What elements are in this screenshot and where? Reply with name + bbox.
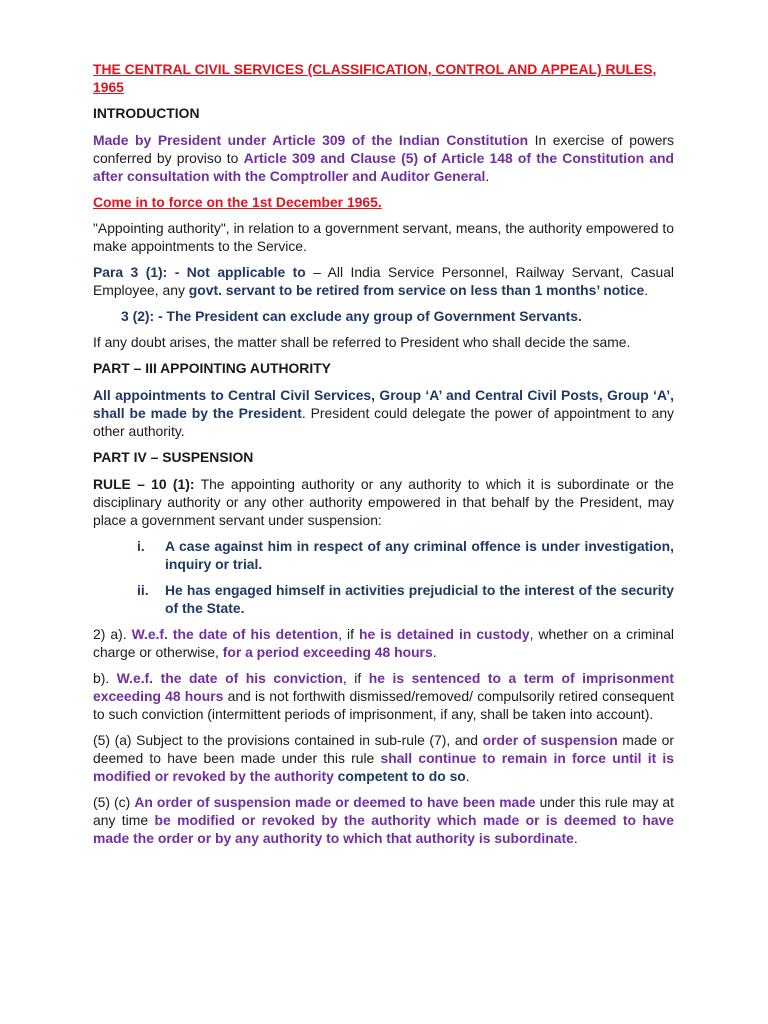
para-5a: (5) (a) Subject to the provisions contained in sub-rule (7), and order of suspension made or deemed to have been made under this rule shall continue to remain in force until it is modified or revoked by the authority competent to do so. — [93, 732, 674, 784]
list-item — [93, 537, 674, 573]
list-item-text: He has engaged himself in activities prejudicial to the interest of the security of the State. — [165, 582, 674, 616]
para-2b: b). W.e.f. the date of his conviction, if he is sentenced to a term of imprisonment exceeding 48 hours and is not forthwith dismissed/removed/ compulsorily retired consequent to such conviction (intermittent periods of imprisonment, if any, shall be taken into account). — [93, 670, 675, 722]
rule10-text: The appointing authority or any authority to which it is subordinate or the disciplinary authority or any other authority empowered in that behalf by the President, may place a government servant under suspension: — [93, 476, 675, 528]
part3-text: . President could delegate the power of appointment to any other authority. — [93, 405, 674, 439]
part4-heading: PART IV – SUSPENSION — [93, 449, 254, 465]
sentence-text: he is sentenced to a term of imprisonment exceeding 48 hours — [93, 670, 674, 704]
order-made-text: An order of suspension made or deemed to have been made — [134, 794, 536, 810]
para3-bold: govt. servant to be retired from service on less than 1 months’ notice — [188, 282, 645, 298]
order-of-suspension-text: order of suspension — [482, 732, 618, 748]
para3-text: – All India Service Personnel, Railway Servant, Casual Employee, any — [93, 264, 675, 298]
para3-paragraph: Para 3 (1): - Not applicable to – All India Service Personnel, Railway Servant, Casual Employee, any govt. servant to be retired from service on less than 1 months’ notice. — [93, 264, 675, 298]
para3-2-text: 3 (2): - The President can exclude any group of Government Servants. — [121, 308, 582, 324]
doubt-paragraph: If any doubt arises, the matter shall be referred to President who shall decide the same. — [93, 334, 631, 350]
introduction-heading: INTRODUCTION — [93, 105, 200, 121]
article-reference: Article 309 and Clause (5) of Article 148 of the Constitution and after consultation with the Comptroller and Auditor General — [93, 150, 674, 184]
intro-text-1: In exercise of powers conferred by proviso to — [93, 132, 674, 166]
come-in-force-paragraph — [93, 193, 674, 211]
rule10-paragraph — [93, 475, 674, 529]
list-item-text: A case against him in respect of any criminal offence is under investigation, inquiry or trial. — [165, 538, 674, 572]
conviction-date-text: W.e.f. the date of his conviction — [116, 670, 343, 686]
continue-in-force-text: shall continue to remain in force until it is modified or revoked by the authority — [93, 750, 674, 784]
appointing-authority-definition: "Appointing authority", in relation to a government servant, means, the authority empowered to make appointments to the Service. — [93, 220, 674, 254]
list-item-number: i. — [137, 538, 145, 554]
suspension-grounds-list — [93, 537, 674, 617]
list-item-number: ii. — [137, 582, 149, 598]
come-in-force-text: Come in to force on the 1st December 1965. — [93, 194, 382, 210]
document-title: THE CENTRAL CIVIL SERVICES (CLASSIFICATION, CONTROL AND APPEAL) RULES, 1965 — [93, 61, 657, 95]
para-5c: (5) (c) An order of suspension made or deemed to have been made under this rule may at any time be modified or revoked by the authority which made or is deemed to have made the order or by any authority to which that authority is subordinate. — [93, 794, 675, 846]
part3-paragraph — [93, 386, 674, 440]
list-item — [93, 581, 674, 617]
detention-date-text: W.e.f. the date of his detention — [131, 626, 339, 642]
modified-revoked-text: be modified or revoked by the authority which made or is deemed to have made the order or by any authority to which that authority is subordinate — [93, 812, 675, 846]
para-2a: 2) a). W.e.f. the date of his detention, if he is detained in custody, whether on a criminal charge or otherwise, for a period exceeding 48 hours. — [93, 626, 674, 660]
para3-label: Para 3 (1): - Not applicable to — [93, 264, 306, 280]
para3-2-paragraph — [93, 307, 674, 325]
competent-text: competent to do so — [333, 768, 466, 784]
part3-bold: All appointments to Central Civil Services, Group ‘A’ and Central Civil Posts, Group ‘A’, shall be made by the President — [93, 387, 674, 421]
made-by-text: Made by President under Article 309 of the Indian Constitution — [93, 132, 529, 148]
period-text: for a period exceeding 48 hours — [222, 644, 433, 660]
intro-paragraph: Made by President under Article 309 of the Indian Constitution In exercise of powers conferred by proviso to Article 309 and Clause (5) of Article 148 of the Constitution and after consultation with the Comptroller and Auditor General. — [93, 132, 674, 184]
rule10-label: RULE – 10 (1): — [93, 476, 195, 492]
part3-heading: PART – III APPOINTING AUTHORITY — [93, 360, 331, 376]
custody-text: he is detained in custody — [358, 626, 530, 642]
